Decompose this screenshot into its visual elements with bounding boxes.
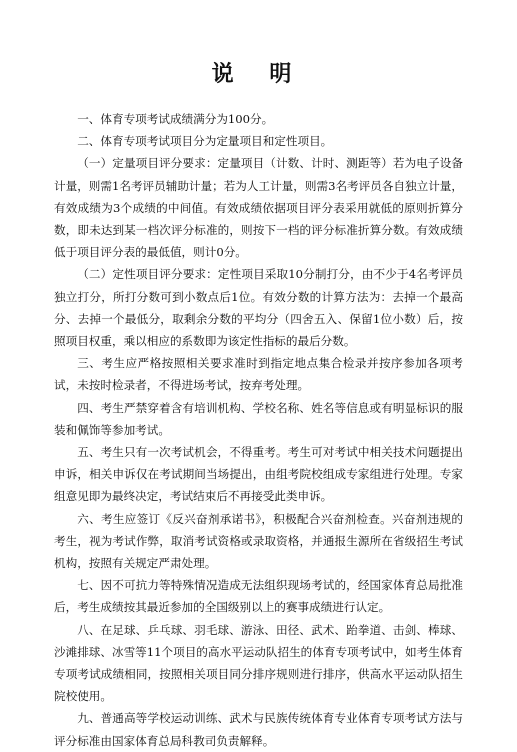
page-title: 说 明: [211, 62, 306, 87]
paragraph-5: 三、考生应严格按照相关要求准时到指定地点集合检录并按序参加各项考试，未按时检录者，不得进场考试，按弃考处理。: [54, 356, 463, 393]
paragraph-10: 八、在足球、乒乓球、羽毛球、游泳、田径、武术、跆拳道、击剑、棒球、沙滩排球、冰雪等11个项目的高水平运动队招生的体育专项考试中，如考生体育专项考试成绩相同，按照相关项目同分排序规则进行排序，供高水平运动队招生院校使用。: [54, 622, 463, 704]
paragraph-3: （一）定量项目评分要求：定量项目（计数、计时、测距等）若为电子设备计量，则需1名考评员辅助计量；若为人工计量，则需3名考评员各自独立计量，有效成绩为3个成绩的中间值。有效成绩依据项目评分表采用就低的原则折算分数，即未达到某一档次评分标准的，则按下一档的评分标准折算分数。有效成绩低于项目评分表的最低值，则计0分。: [54, 156, 463, 260]
paragraph-6: 四、考生严禁穿着含有培训机构、学校名称、姓名等信息或有明显标识的服装和佩饰等参加考试。: [54, 400, 463, 437]
document-body: [54, 108, 463, 752]
paragraph-8: 六、考生应签订《反兴奋剂承诺书》，积极配合兴奋剂检查。兴奋剂违规的考生，视为考试作弊，取消考试资格或录取资格，并通报生源所在省级招生考试机构，按照有关规定严肃处理。: [54, 511, 463, 571]
paragraph-9: 七、因不可抗力等特殊情况造成无法组织现场考试的，经国家体育总局批准后，考生成绩按其最近参加的全国级别以上的赛事成绩进行认定。: [54, 578, 463, 615]
paragraph-11: 九、普通高等学校运动训练、武术与民族传统体育专业体育专项考试方法与评分标准由国家体育总局科教司负责解释。: [54, 711, 463, 748]
paragraph-7: 五、考生只有一次考试机会，不得重考。考生可对考试中相关技术问题提出申诉，相关申诉仅在考试期间当场提出，由组考院校组成专家组进行处理。专家组意见即为最终决定，考试结束后不再接受此类申诉。: [54, 445, 463, 504]
paragraph-2: 二、体育专项考试项目分为定量项目和定性项目。: [77, 134, 333, 149]
paragraph-1: 一、体育专项考试成绩满分为100分。: [77, 112, 274, 126]
paragraph-4: （二）定性项目评分要求：定性项目采取10分制打分，由不少于4名考评员独立打分，所打分数可到小数点后1位。有效分数的计算方法为：去掉一个最高分、去掉一个最低分，取剩余分数的平均分（四舍五入、保留1位小数）后，按照项目权重，乘以相应的系数即为该定性指标的最后分数。: [54, 267, 463, 349]
